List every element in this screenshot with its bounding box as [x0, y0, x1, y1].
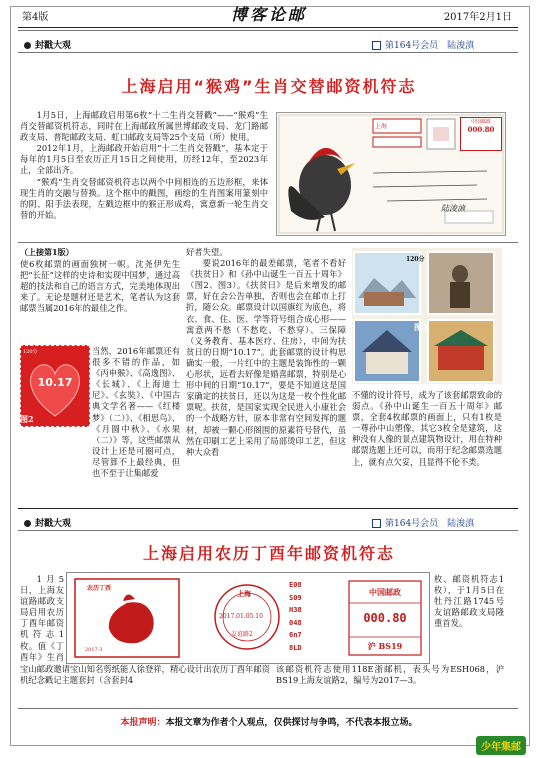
- footer-rule: [18, 708, 518, 709]
- cover-year: 2017-3: [85, 647, 103, 653]
- section2-colB: 好者失望。 要说2016年的最差邮票，笔者不看好《扶贫日》和《孙中山诞生一百五十周年》（图2、图3）。《扶贫日》是后来增发的邮票，好在会公告单独，否则也会在邮市上打折，随公众。邮票设计以国旗红为底色，将衣、食、住、医、学等符号组合成心形——寓意两不愁（不愁吃、不愁穿）、三保障（义务教育、基本医疗、住房），中间为扶贫日的日期“10.17”。此套邮票的设计构思确实一般，一片红中的主题是装饰性的一颗心形状，远看去好像是婚喜邮票，特别是心形中间的日期“10.17”，要是不知道这是国家确定的扶贫日，还以为这是一枚个性化邮票呢。扶贫，是国家实现全民进入小康社会的一个战略方针，原本非常有空间发挥的题材，却被一颗心形阁围的原素符号替代，虽然在印刷工艺上采用了局部烫印工艺，但这种大众看: [186, 247, 346, 457]
- section1-para1: 1月5日，上海邮政启用第6枚“十二生肖交替戳”——“猴鸡”生肖交替邮资机符志，同时在上海邮政所属世博邮政支局、龙门路邮政支局、普陀邮政支局、虹口邮政支局等25个支局（所）使用。: [20, 110, 268, 143]
- section3-rule: [18, 530, 518, 531]
- page-number: 第4版: [22, 12, 49, 23]
- continued-label: （上接第1版）: [20, 247, 74, 257]
- stamp-value-1: 120分: [406, 256, 425, 263]
- stamp-value: 120分: [23, 349, 38, 355]
- logo-badge: 少年集邮: [476, 736, 526, 755]
- section2-colA-para2: 当然，2016年邮票还有很多不错的作品，如《丙申猴》、《高逸图》、《长城》、《上海迪士尼》、《玄奘》、《中国古典文学名著——《红楼梦》（二）》、《相思鸟》、《月圆中秋》、《水果（二）》等，这些邮票从设计上还是可圈可点，尽管算不上最经典，但也不至于让集邮爱: [92, 346, 180, 479]
- checkbox-icon: [372, 519, 381, 528]
- meter-code: 沪 BS19: [367, 641, 403, 651]
- section3-column: 封戳大观: [20, 516, 71, 529]
- sun-yatsen-stamps: [352, 248, 502, 384]
- section1-title: 上海启用“猴鸡”生肖交替邮资机符志: [121, 77, 417, 96]
- footer-statement: [0, 715, 538, 728]
- section3-colR2: 该邮资机符志使用118E浙邮机，表头号为ESH068，沪BS19上海友谊路2，编号为2017—3。: [276, 664, 504, 686]
- section3-colL-tail: 宝山邮政邀请宝山知名剪纸能人徐登祥，精心设计出农历丁酉年邮资机纪念戳记主题套封（含套封4: [20, 664, 270, 686]
- cover-meter-stamp: 中国邮政 000.80: [460, 117, 502, 151]
- stamp-date-text: 10.17: [37, 376, 73, 389]
- section1-para3: “猴鸡”生肖交替邮资机符志以两个中间相连的五边形框，来体现生肖的交融与替换。这个框中的戳图，画绘的生肖图案用篆刻中的阴、阳手法表现，左戳边框中的猴正形成鸡，寓意新一轮生肖交替的开始。: [20, 176, 268, 220]
- section2-colC: 不懂的设计符号，成为了该套邮票致命的弱点。《孙中山诞生一百五十周年》邮票，全套4枚邮票的画面上，只有1枚是一尊孙中山塑像，其它3枚全是建筑，这种没有人像的景点建筑物设计，用在特种邮票选题上还可以，而用于纪念邮票选题上，就有点欠妥，且显得不伦不类。: [352, 390, 502, 467]
- stamp-sheet-art: [352, 248, 502, 384]
- meter-org: 中国邮政: [369, 587, 401, 597]
- fig3-label: 图3: [414, 322, 428, 332]
- header-rule-thin: [18, 30, 518, 31]
- section2-colA-top: 使6枚邮票的画面独树一帜。沈尧伊先生把“长征”这样的史诗和实现中国梦，通过高超的技法和自己的语言方式，完美地体现出来了。无论是题材还是艺术，笔者认为这套邮票当属2016年的最佳之作。: [20, 259, 180, 314]
- postmark-city: 上海: [237, 589, 251, 598]
- postmark-date: 2017.01.05.10: [219, 613, 263, 620]
- meter-number-column: E08 S09 H38 048 6n7 8LD: [289, 581, 302, 652]
- dingyou-cover-image: [66, 572, 430, 664]
- section1-member: 第164号会员 陆浚滇: [372, 38, 474, 51]
- section3-colL: 1月5日，上海友谊路邮政支局启用农历丁酉年邮资机符志1枚。值《丁酉年》生肖: [20, 574, 64, 662]
- fig2-label: 图2: [20, 414, 34, 424]
- cover-postmark-city: 上海: [375, 123, 388, 130]
- meter-value: 000.80: [363, 611, 407, 625]
- checkbox-icon: [372, 41, 381, 50]
- rooster-cover-image: [276, 112, 506, 236]
- section1-body: [20, 110, 268, 221]
- bullet-icon: [24, 520, 31, 527]
- bullet-icon: [24, 42, 31, 49]
- section1-column: 封戳大观: [20, 38, 71, 51]
- postmark-office: 友谊路2: [231, 631, 253, 638]
- section1-para2: 2012年1月，上海邮政开始启用“十二生肖交替戳”，基本定于每年的1月5日至农历正月15日之间使用，历经12年，至2023年止，全部出齐。: [20, 143, 268, 176]
- section3-title: 上海启用农历丁酉年邮资机符志: [142, 544, 395, 563]
- section3-colR: 枚、邮资机符志1枚），于1月5日在牡丹江路1745号友谊路邮政支局隆重首发。: [434, 574, 504, 629]
- section3-member: 第164号会员 陆浚滇: [372, 516, 474, 529]
- cover-subject: 农历丁酉: [87, 585, 112, 592]
- cover-signature: 陆浚滇: [441, 204, 465, 213]
- section1-rule: [18, 52, 518, 53]
- masthead: 博客论邮: [230, 5, 307, 24]
- footer-text: 本报文章为作者个人观点，仅供探讨与争鸣，不代表本报立场。: [165, 718, 418, 728]
- section1-bottom-rule: [18, 242, 518, 243]
- header-rule: [18, 27, 518, 28]
- footer-label: 本报声明：: [120, 718, 166, 728]
- section2-bottom-rule: [18, 508, 518, 509]
- issue-date: 2017年2月1日: [443, 12, 512, 23]
